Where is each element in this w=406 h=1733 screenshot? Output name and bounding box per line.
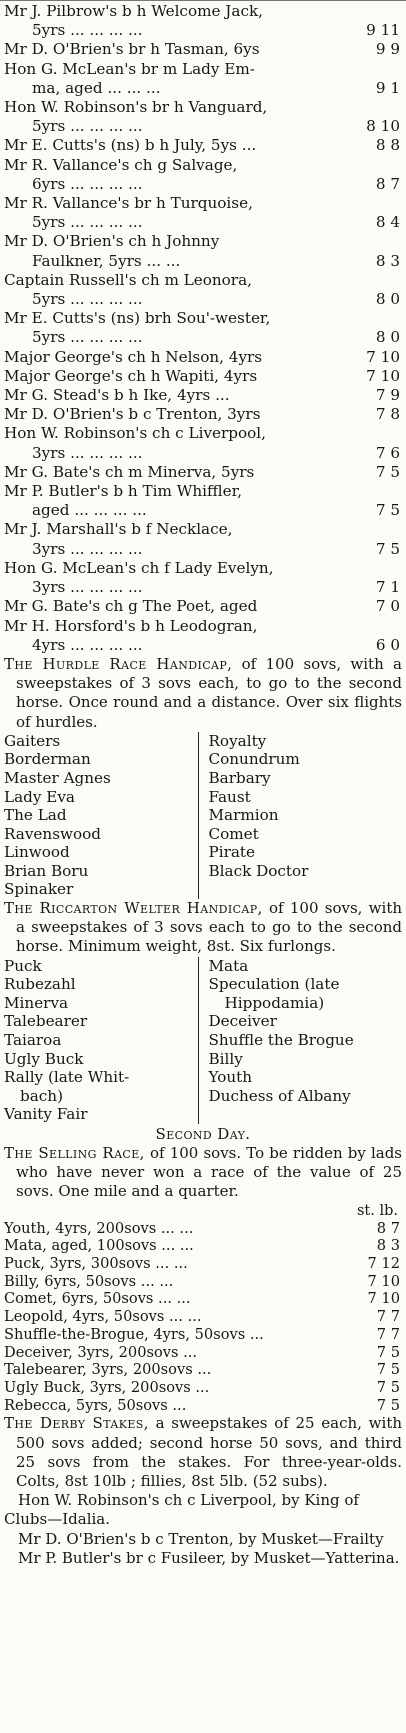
weight-value: 7 7	[376, 1308, 400, 1326]
entry-text: Comet, 6yrs, 50sovs ... ...	[4, 1290, 191, 1308]
horse-description: Mr D. O'Brien's b c Trenton, 3yrs	[4, 405, 261, 424]
weight-value: 7 6	[375, 443, 400, 462]
horse-description: Mr J. Pilbrow's b h Welcome Jack,	[4, 2, 263, 20]
horse-name: Duchess of Albany	[208, 1086, 351, 1105]
horse-description: Major George's ch h Nelson, 4yrs	[4, 347, 263, 366]
horse-name: Mata	[208, 956, 249, 975]
horse-description: Mr G. Bate's ch m Minerva, 5yrs	[4, 462, 255, 481]
second-day-heading: Second Day.	[155, 1125, 251, 1144]
nominations-right-column	[198, 957, 403, 1124]
horse-description-continued: 3yrs ... ... ... ...	[32, 578, 143, 597]
selling-entry	[4, 1290, 402, 1308]
race-title: The Riccarton Welter Handicap,	[4, 899, 263, 918]
horse-name: Lady Eva	[4, 787, 75, 806]
weight-value: 8 0	[375, 328, 400, 347]
weight-value: 9 1	[375, 78, 400, 97]
weight-value: 8 10	[366, 117, 400, 136]
handicap-entry	[4, 40, 402, 59]
weight-value: 7 5	[375, 462, 400, 481]
handicap-entry	[4, 2, 402, 40]
horse-description: Mr P. Butler's b h Tim Whiffler,	[4, 482, 243, 501]
selling-entry	[4, 1255, 402, 1273]
horse-description: Hon W. Robinson's br h Vanguard,	[4, 98, 268, 117]
handicap-entry	[4, 424, 402, 462]
selling-entry	[4, 1344, 402, 1362]
race-conditions: of 100 sovs, with a sweepstakes of 3 sovs each, to go to the second horse. Once round and a distance. Over six flights of hurdles.	[16, 654, 402, 731]
handicap-entry	[4, 367, 402, 386]
horse-name: Rally (late Whit-	[4, 1068, 130, 1087]
handicap-entry	[4, 194, 402, 232]
horse-name: Comet	[208, 824, 259, 843]
horse-description-continued: 4yrs ... ... ... ...	[32, 635, 143, 654]
handicap-entry	[4, 232, 402, 270]
entry-text: Youth, 4yrs, 200sovs ... ...	[4, 1219, 194, 1237]
horse-name: Pirate	[208, 843, 255, 862]
welter-heading	[4, 899, 402, 957]
entry-text: Leopold, 4yrs, 50sovs ... ...	[4, 1308, 202, 1326]
horse-name: Royalty	[208, 731, 267, 750]
weight-value: 7 5	[376, 1396, 400, 1414]
horse-name: Conundrum	[208, 750, 300, 769]
horse-name: Marmion	[208, 806, 279, 825]
horse-description: Mr R. Vallance's ch g Salvage,	[4, 155, 238, 174]
weight-value: 8 0	[375, 290, 400, 309]
handicap-entry	[4, 405, 402, 424]
entry-text: Ugly Buck, 3yrs, 200sovs ...	[4, 1378, 210, 1396]
weight-value: 7 12	[367, 1255, 400, 1273]
horse-name: Hippodamia)	[224, 993, 325, 1012]
weight-value: 9 9	[375, 40, 400, 59]
derby-entries	[4, 1491, 402, 1568]
horse-description: Mr G. Bate's ch g The Poet, aged	[4, 597, 258, 616]
hurdle-nominations	[4, 732, 402, 899]
horse-description-continued: 5yrs ... ... ... ...	[32, 213, 143, 232]
weight-value: 8 7	[376, 1219, 400, 1237]
weight-value: 7 9	[375, 386, 400, 405]
nominations-left-column	[4, 732, 198, 899]
selling-entry	[4, 1379, 402, 1397]
selling-entry	[4, 1361, 402, 1379]
horse-description-continued: 5yrs ... ... ... ...	[32, 328, 143, 347]
nominations-right-column	[198, 732, 403, 899]
race-conditions: a sweepstakes of 25 each, with 500 sovs added; second horse 50 sovs, and third 25 sovs from the stakes. For three-year-olds. Colts, 8st 10lb ; fillies, 8st 5lb. (52 subs).	[16, 1414, 403, 1490]
weights-list	[4, 2, 402, 655]
handicap-entry	[4, 559, 402, 597]
horse-name: Borderman	[4, 750, 91, 769]
horse-description-continued: aged ... ... ... ...	[32, 501, 147, 520]
welter-nominations	[4, 957, 402, 1124]
hurdle-race-heading	[4, 655, 402, 732]
weight-value: 8 3	[375, 251, 400, 270]
entry-text: Talebearer, 3yrs, 200sovs ...	[4, 1361, 212, 1379]
handicap-entry	[4, 463, 402, 482]
horse-description-continued: 5yrs ... ... ... ...	[32, 21, 143, 40]
horse-name: The Lad	[4, 806, 67, 825]
horse-name: Ravenswood	[4, 824, 101, 843]
handicap-entry	[4, 60, 402, 98]
weight-value: 9 11	[366, 21, 400, 40]
derby-entry: Mr P. Butler's br c Fusileer, by Musket—Yatterina.	[18, 1548, 400, 1567]
selling-entry	[4, 1326, 402, 1344]
horse-description: Mr D. O'Brien's ch h Johnny	[4, 232, 220, 251]
horse-description-continued: 5yrs ... ... ... ...	[32, 290, 143, 309]
handicap-entry	[4, 482, 402, 520]
horse-name: Rubezahl	[4, 975, 76, 994]
horse-name: Shuffle the Brogue	[208, 1031, 354, 1050]
horse-name: Barbary	[208, 768, 271, 787]
horse-description: Major George's ch h Wapiti, 4yrs	[4, 366, 258, 385]
horse-name: Gaiters	[4, 731, 61, 750]
horse-name: Talebearer	[4, 1012, 88, 1031]
weight-value: 7 0	[375, 597, 400, 616]
selling-entries	[4, 1220, 402, 1415]
handicap-entry	[4, 617, 402, 655]
race-title: The Hurdle Race Handicap,	[4, 654, 233, 673]
derby-heading	[4, 1414, 402, 1491]
selling-entry	[4, 1237, 402, 1255]
weight-value: 7 8	[375, 405, 400, 424]
weight-value: 7 5	[375, 501, 400, 520]
entry-text: Puck, 3yrs, 300sovs ... ...	[4, 1255, 188, 1273]
horse-name: Vanity Fair	[4, 1105, 88, 1124]
entry-text: Deceiver, 3yrs, 200sovs ...	[4, 1343, 198, 1361]
weight-value: 8 7	[375, 174, 400, 193]
handicap-entry	[4, 98, 402, 136]
horse-name: Taiaroa	[4, 1031, 62, 1050]
weight-value: 7 1	[375, 578, 400, 597]
weight-value: 7 5	[376, 1361, 400, 1379]
weight-value: 7 10	[367, 1272, 400, 1290]
horse-name: Faust	[208, 787, 251, 806]
horse-name: Linwood	[4, 843, 70, 862]
horse-description: Mr R. Vallance's br h Turquoise,	[4, 194, 253, 213]
horse-name: bach)	[20, 1086, 63, 1105]
weight-value: 7 7	[376, 1325, 400, 1343]
weight-value: 6 0	[375, 635, 400, 654]
entry-text: Billy, 6yrs, 50sovs ... ...	[4, 1272, 174, 1290]
handicap-entry	[4, 271, 402, 309]
horse-name: Master Agnes	[4, 768, 111, 787]
horse-description: Hon W. Robinson's ch c Liverpool,	[4, 424, 266, 443]
horse-description-continued: 6yrs ... ... ... ...	[32, 174, 143, 193]
race-conditions: of 100 sovs. To be ridden by lads who have never won a race of the value of 25 sovs. One mile and a quarter.	[16, 1144, 403, 1201]
horse-description: Mr E. Cutts's (ns) b h July, 5ys ...	[4, 136, 257, 155]
handicap-entry	[4, 348, 402, 367]
derby-entry: Mr D. O'Brien's b c Trenton, by Musket—Frailty	[18, 1529, 384, 1548]
horse-name: Deceiver	[208, 1012, 277, 1031]
horse-name: Ugly Buck	[4, 1049, 84, 1068]
selling-entry	[4, 1397, 402, 1415]
top-rule	[0, 0, 406, 1]
selling-entry	[4, 1273, 402, 1291]
horse-name: Spinaker	[4, 880, 74, 899]
selling-race-heading	[4, 1144, 402, 1202]
horse-name: Puck	[4, 956, 42, 975]
horse-name: Billy	[208, 1049, 243, 1068]
horse-description-continued: 5yrs ... ... ... ...	[32, 117, 143, 136]
horse-description: Mr E. Cutts's (ns) brh Sou'-wester,	[4, 309, 271, 328]
entry-text: Rebecca, 5yrs, 50sovs ...	[4, 1396, 187, 1414]
weight-value: 8 8	[375, 136, 400, 155]
weight-value: 7 5	[376, 1378, 400, 1396]
handicap-entry	[4, 597, 402, 616]
selling-entry	[4, 1308, 402, 1326]
weight-value: 8 3	[376, 1237, 400, 1255]
weight-value: 8 4	[375, 213, 400, 232]
horse-description: Captain Russell's ch m Leonora,	[4, 270, 252, 289]
horse-description: Hon G. McLean's br m Lady Em-	[4, 59, 255, 78]
race-conditions: of 100 sovs, with a sweepstakes of 3 sovs each to go to the second horse. Minimum weight, 8st. Six furlongs.	[16, 899, 403, 956]
horse-name: Black Doctor	[208, 861, 309, 880]
horse-description: Mr G. Stead's b h Ike, 4yrs ...	[4, 386, 230, 405]
handicap-entry	[4, 309, 402, 347]
entry-text: Mata, aged, 100sovs ... ...	[4, 1237, 194, 1255]
horse-description-continued: 3yrs ... ... ... ...	[32, 539, 143, 558]
weight-value: 7 10	[367, 1290, 400, 1308]
horse-name: Minerva	[4, 993, 69, 1012]
weight-value: 7 5	[375, 539, 400, 558]
horse-description-continued: 3yrs ... ... ... ...	[32, 443, 143, 462]
horse-name: Speculation (late	[208, 975, 340, 994]
horse-name: Brian Boru	[4, 861, 89, 880]
selling-entry	[4, 1220, 402, 1238]
horse-description: Mr D. O'Brien's br h Tasman, 6ys	[4, 40, 260, 59]
horse-description-continued: ma, aged ... ... ...	[32, 78, 161, 97]
horse-description: Mr H. Horsford's b h Leodogran,	[4, 616, 258, 635]
weight-value: 7 10	[366, 347, 400, 366]
handicap-entry	[4, 136, 402, 155]
handicap-entry	[4, 520, 402, 558]
entry-text: Shuffle-the-Brogue, 4yrs, 50sovs ...	[4, 1325, 264, 1343]
nominations-left-column	[4, 957, 198, 1124]
weight-value: 7 10	[366, 366, 400, 385]
handicap-entry	[4, 156, 402, 194]
horse-name: Youth	[208, 1068, 253, 1087]
horse-description: Hon G. McLean's ch f Lady Evelyn,	[4, 558, 274, 577]
derby-entry: Hon W. Robinson's ch c Liverpool, by King of Clubs—Idalia.	[4, 1491, 359, 1529]
horse-description-continued: Faulkner, 5yrs ... ...	[32, 251, 181, 270]
horse-description: Mr J. Marshall's b f Necklace,	[4, 520, 233, 539]
handicap-entry	[4, 386, 402, 405]
weight-value: 7 5	[376, 1343, 400, 1361]
weight-column-header: st. lb.	[356, 1202, 398, 1219]
race-title: The Selling Race,	[4, 1144, 145, 1163]
race-title: The Derby Stakes,	[4, 1414, 149, 1433]
